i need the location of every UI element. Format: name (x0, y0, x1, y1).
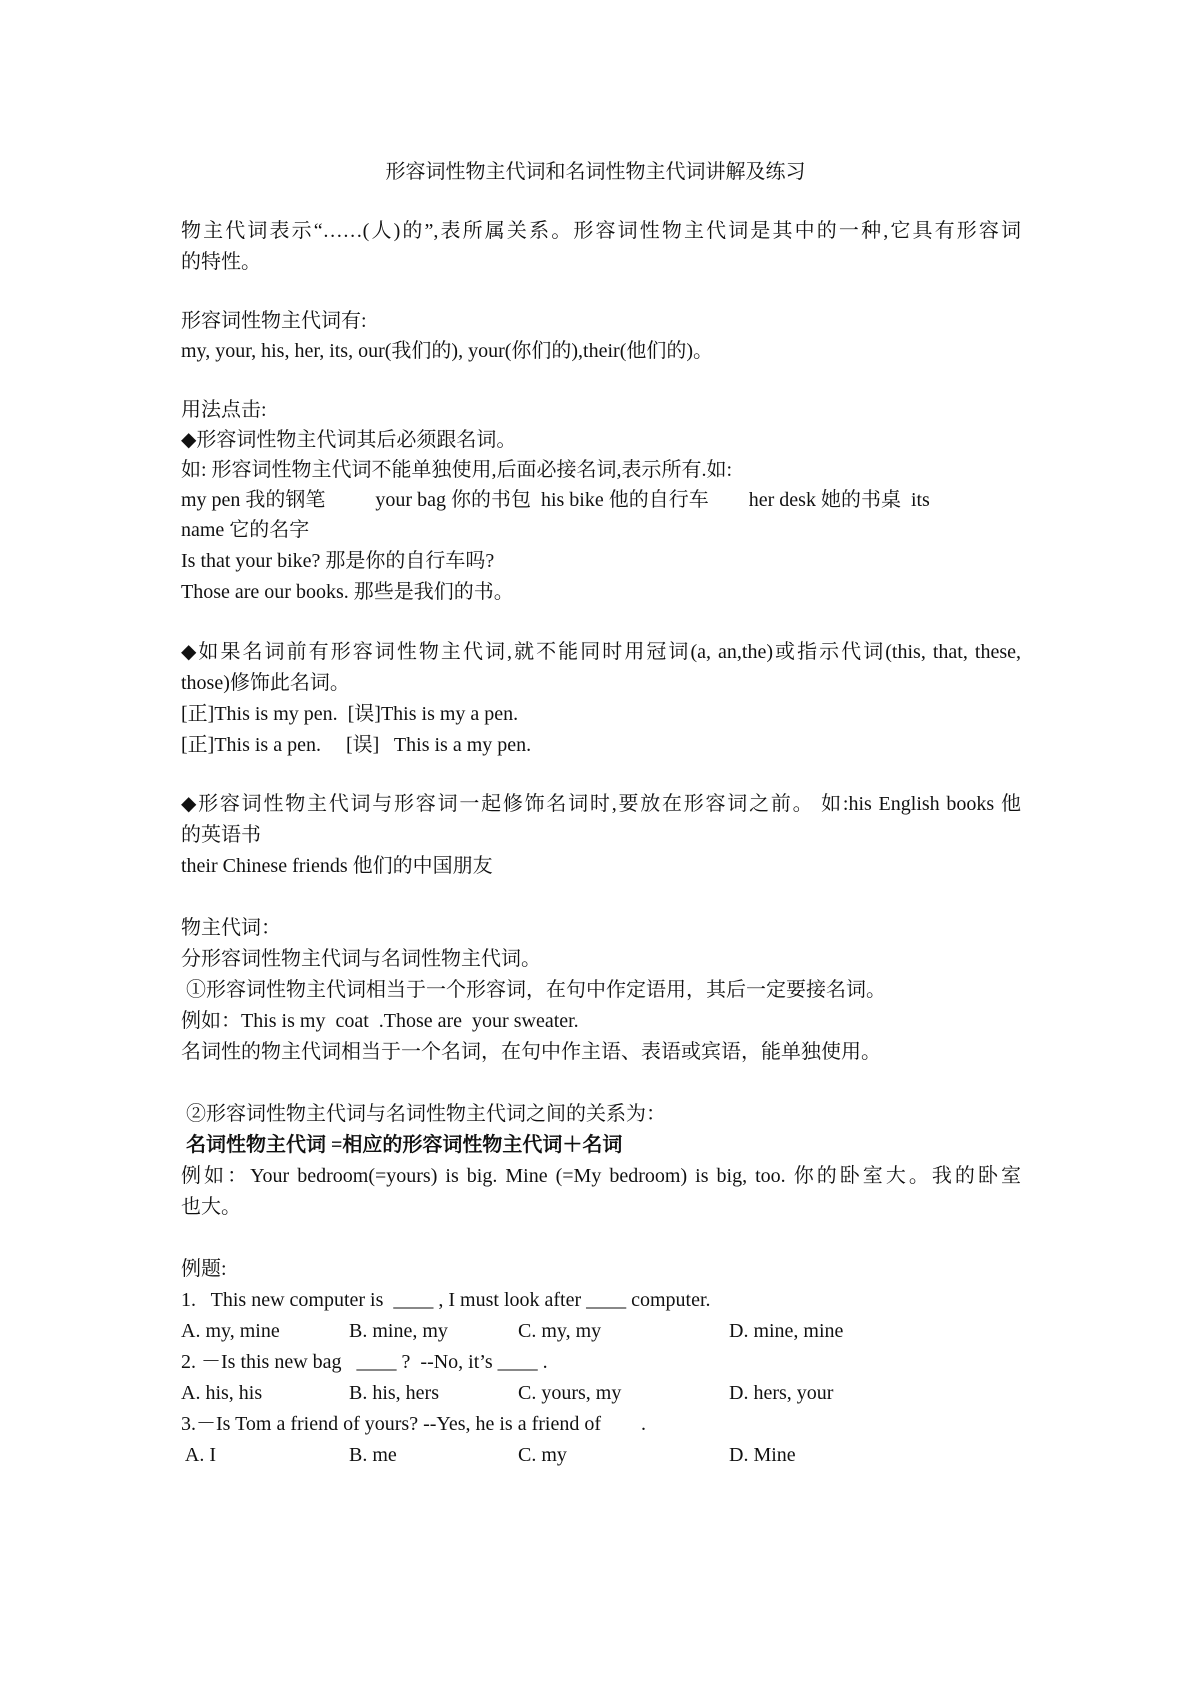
possessive-split: 分形容词性物主代词与名词性物主代词。 (181, 948, 541, 970)
rule-1: ◆形容词性物主代词其后必须跟名词。 (181, 429, 517, 451)
option-c: C. yours, my (518, 1382, 622, 1404)
option-b: B. me (349, 1444, 397, 1466)
rule-3-line-2: 的英语书 (181, 824, 261, 846)
question-3-options (181, 1440, 1021, 1626)
possessive-point-2: ②形容词性物主代词与名词性物主代词之间的关系为： (181, 1103, 666, 1125)
possessive-point-1-example: 例如：This is my coat .Those are your sweater. (181, 1010, 579, 1032)
rule-2-example-2: [正]This is a pen. [误] This is a my pen. (181, 734, 532, 756)
option-d: D. Mine (729, 1444, 796, 1466)
rule-1-note: 如: 形容词性物主代词不能单独使用,后面必接名词,表示所有.如: (181, 459, 733, 481)
rule-1-examples-line-1: my pen 我的钢笔 your bag 你的书包 his bike 他的自行车 her desk 她的书桌 its (181, 489, 930, 511)
formula-example-line-2: 也大。 (181, 1196, 241, 1218)
intro-line-2: 的特性。 (181, 251, 261, 273)
option-d: D. mine, mine (729, 1320, 844, 1342)
list-heading: 形容词性物主代词有: (181, 310, 367, 332)
possessive-point-1: ①形容词性物主代词相当于一个形容词，在句中作定语用，其后一定要接名词。 (181, 979, 886, 1001)
list-items: my, your, his, her, its, our(我们的), your(你们的),their(他们的)。 (181, 340, 714, 362)
rule-1-examples-line-2: name 它的名字 (181, 519, 310, 541)
usage-heading: 用法点击: (181, 399, 267, 421)
option-a: A. my, mine (181, 1320, 280, 1342)
option-a: A. I (181, 1444, 216, 1466)
rule-3-example: their Chinese friends 他们的中国朋友 (181, 855, 493, 877)
option-c: C. my (518, 1444, 567, 1466)
question-3: 3.－Is Tom a friend of yours? --Yes, he is a friend of . (181, 1413, 646, 1435)
option-b: B. his, hers (349, 1382, 439, 1404)
question-2: 2. －Is this new bag ____ ? --No, it’s ____ . (181, 1351, 548, 1373)
noun-possessive-description: 名词性的物主代词相当于一个名词，在句中作主语、表语或宾语，能单独使用。 (181, 1041, 881, 1063)
option-c: C. my, my (518, 1320, 602, 1342)
page-title: 形容词性物主代词和名词性物主代词讲解及练习 (385, 161, 806, 183)
rule-1-example-question: Is that your bike? 那是你的自行车吗? (181, 550, 495, 572)
rule-2-line-1: ◆如果名词前有形容词性物主代词,就不能同时用冠词(a, an,the)或指示代词(this, that, these, (181, 641, 1021, 663)
option-d: D. hers, your (729, 1382, 834, 1404)
rule-3-line-1: ◆形容词性物主代词与形容词一起修饰名词时,要放在形容词之前。 如:his English books 他 (181, 793, 1021, 815)
option-b: B. mine, my (349, 1320, 448, 1342)
option-a: A. his, his (181, 1382, 263, 1404)
rule-2-example-1: [正]This is my pen. [误]This is my a pen. (181, 703, 519, 725)
rule-2-line-2: those)修饰此名词。 (181, 672, 350, 694)
intro-line-1: 物主代词表示“……(人)的”,表所属关系。形容词性物主代词是其中的一种,它具有形容词 (181, 220, 1021, 242)
possessive-formula: 名词性物主代词 =相应的形容词性物主代词＋名词 (181, 1134, 623, 1156)
question-1: 1. This new computer is ____ , I must look after ____ computer. (181, 1289, 711, 1311)
rule-1-example-statement: Those are our books. 那些是我们的书。 (181, 581, 514, 603)
possessive-heading: 物主代词： (181, 917, 281, 939)
formula-example-line-1: 例如：Your bedroom(=yours) is big. Mine (=My bedroom) is big, too. 你的卧室大。我的卧室 (181, 1165, 1021, 1187)
exercises-heading: 例题: (181, 1258, 227, 1280)
